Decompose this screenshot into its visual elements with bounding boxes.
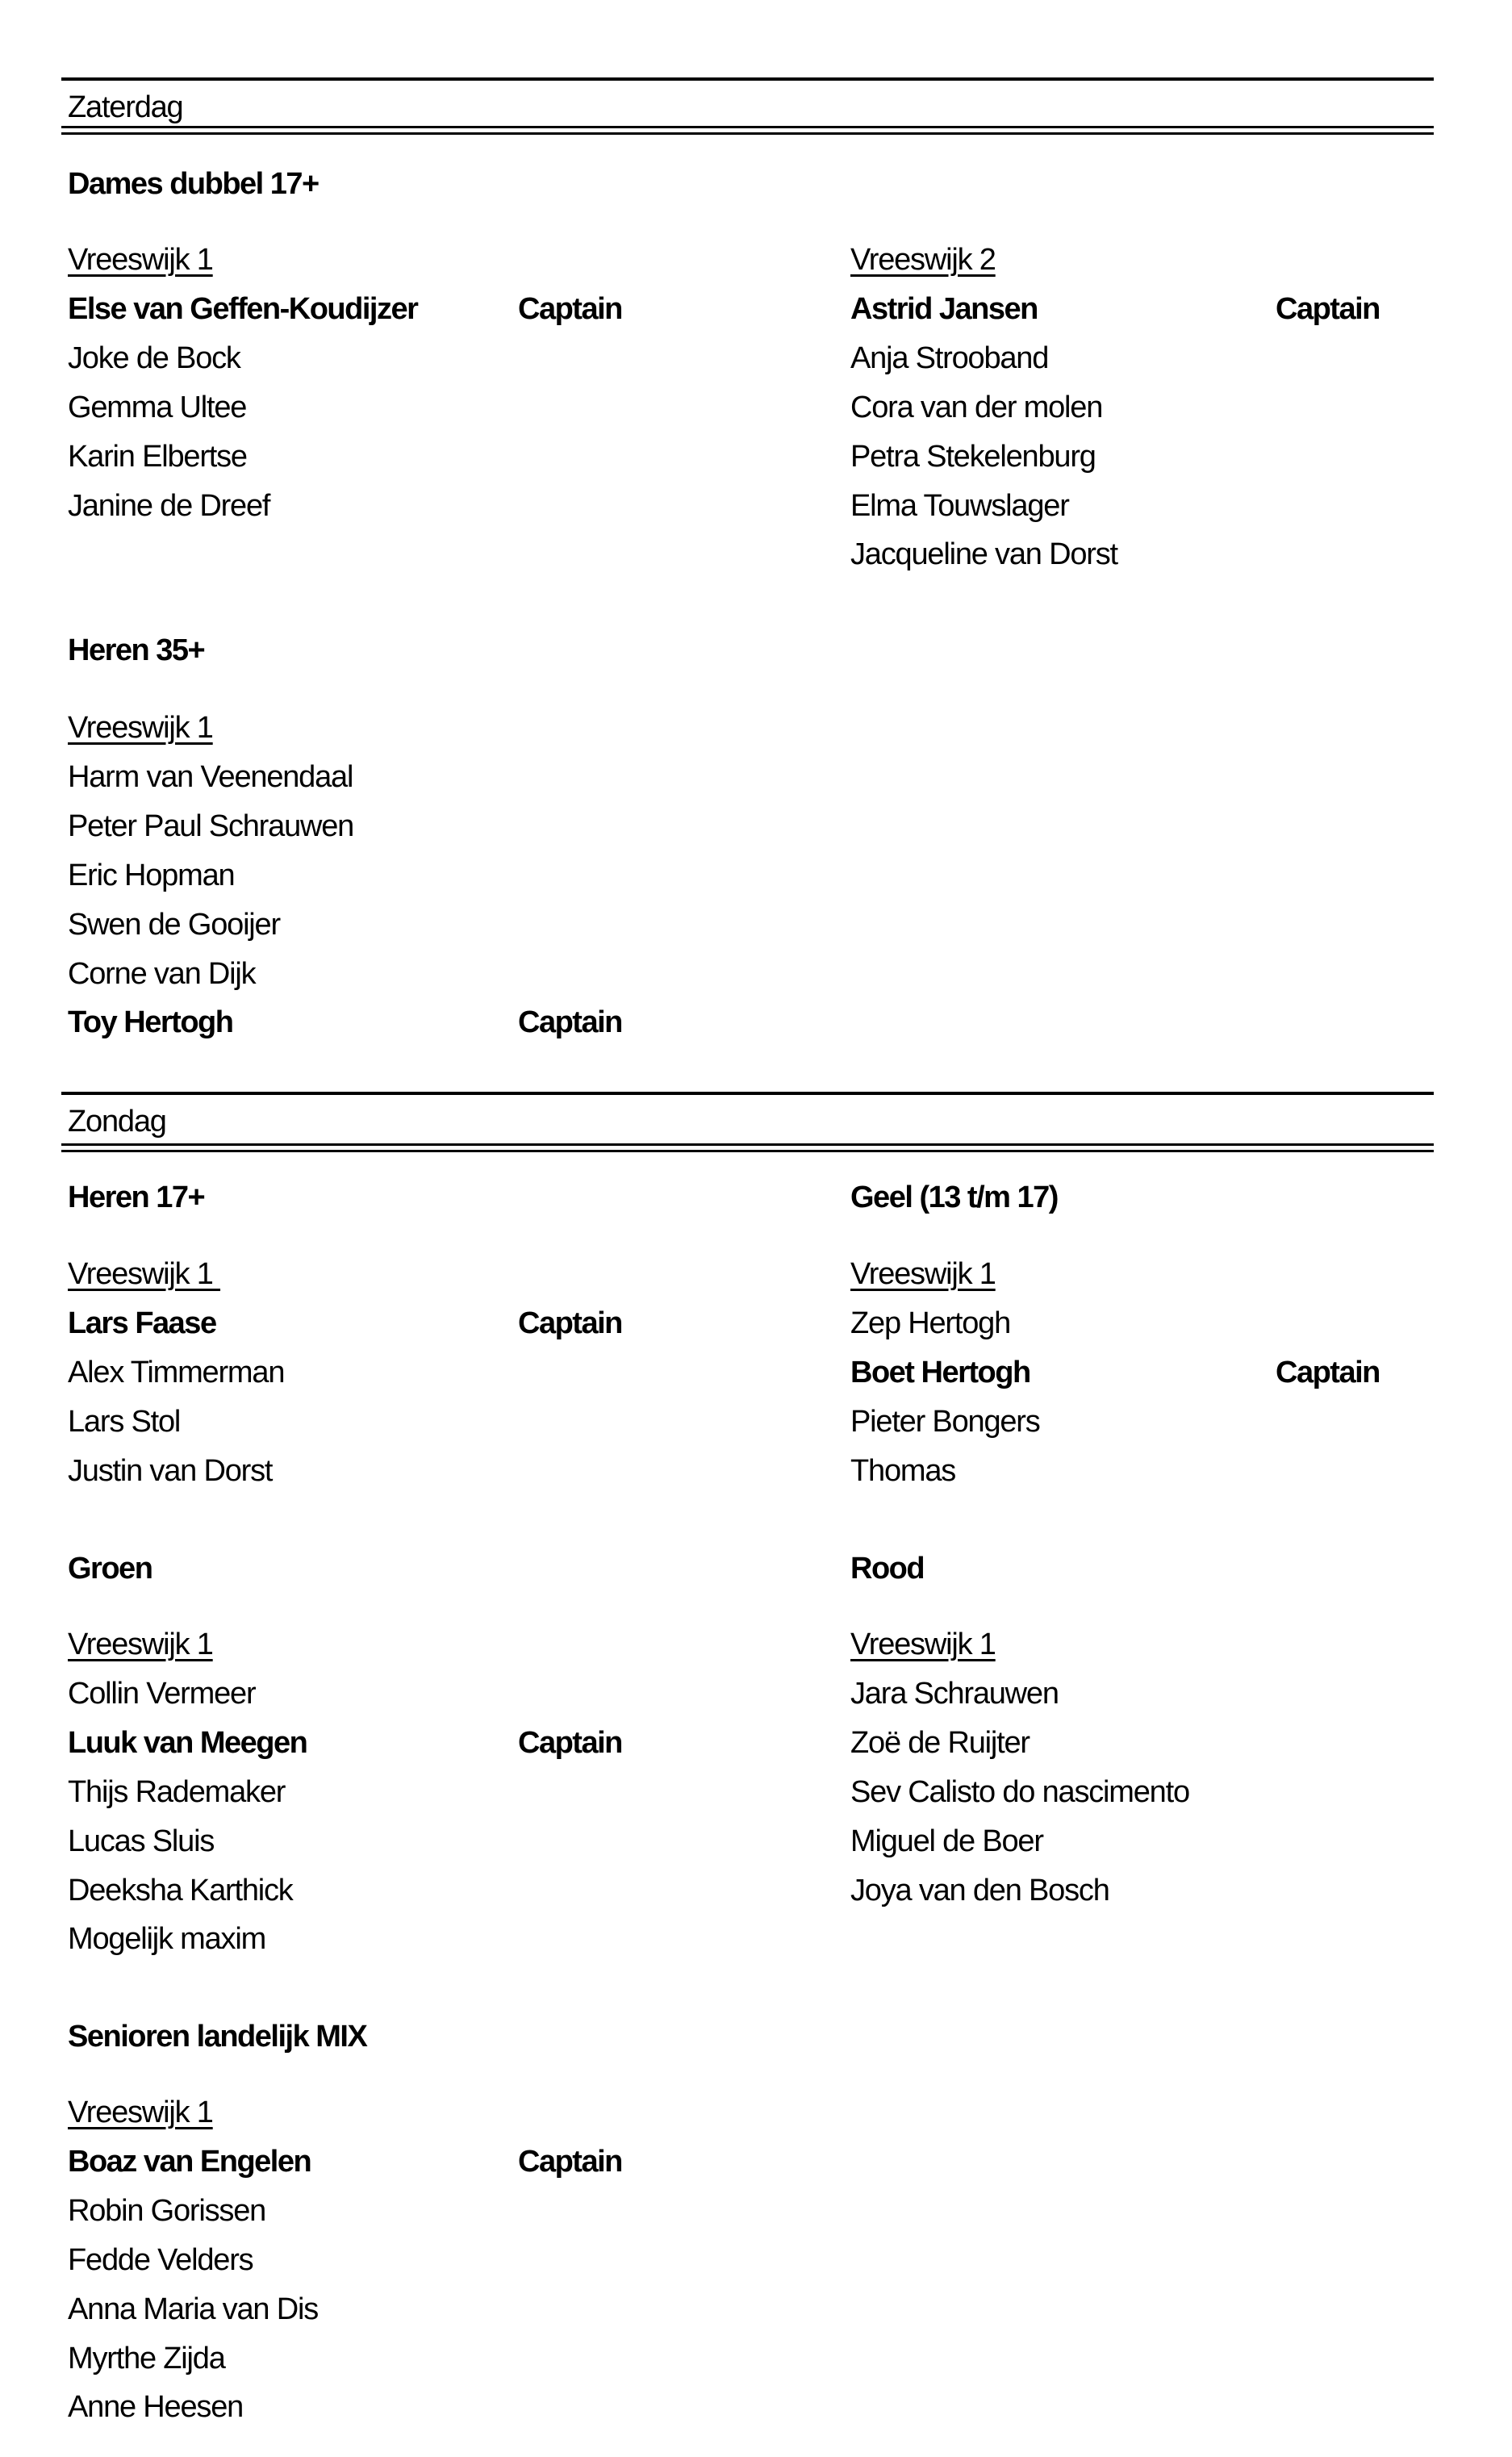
- team-name: Vreeswijk 1: [68, 1257, 221, 1291]
- player-name: Pieter Bongers: [850, 1404, 1040, 1439]
- captain-label: Captain: [518, 1725, 622, 1760]
- captain-label: Captain: [518, 291, 622, 326]
- player-name: Joya van den Bosch: [850, 1873, 1109, 1908]
- player-name: Lars Stol: [68, 1404, 181, 1439]
- section-title: Groen: [68, 1552, 152, 1586]
- player-name: Cora van der molen: [850, 390, 1103, 424]
- player-name: Anja Strooband: [850, 341, 1049, 375]
- section-title: Rood: [850, 1552, 925, 1586]
- player-name: Mogelijk maxim: [68, 1922, 266, 1957]
- section-title: Dames dubbel 17+: [68, 167, 319, 201]
- team-name: Vreeswijk 1: [850, 1628, 996, 1661]
- player-name: Boet Hertogh: [850, 1355, 1030, 1389]
- team-name: Vreeswijk 1: [68, 2096, 213, 2129]
- player-name: Thijs Rademaker: [68, 1774, 286, 1809]
- team-name: Vreeswijk 1: [850, 1257, 996, 1291]
- player-name: Peter Paul Schrauwen: [68, 809, 354, 843]
- player-name: Justin van Dorst: [68, 1453, 273, 1488]
- player-name: Anne Heesen: [68, 2390, 244, 2425]
- player-name: Robin Gorissen: [68, 2193, 266, 2228]
- player-name: Karin Elbertse: [68, 439, 247, 474]
- day-top-rule: [61, 77, 1434, 81]
- day-heading-zaterdag: Zaterdag: [68, 90, 183, 124]
- day-double-rule-upper: [61, 1143, 1434, 1146]
- player-name: Myrthe Zijda: [68, 2341, 225, 2376]
- captain-label: Captain: [1276, 1355, 1380, 1389]
- player-name: Luuk van Meegen: [68, 1725, 307, 1760]
- player-name: Jara Schrauwen: [850, 1676, 1059, 1711]
- captain-label: Captain: [518, 1005, 622, 1040]
- player-name: Gemma Ultee: [68, 390, 247, 424]
- captain-label: Captain: [518, 1306, 622, 1340]
- team-name: Vreeswijk 1: [68, 711, 213, 745]
- player-name: Lars Faase: [68, 1306, 216, 1340]
- team-name: Vreeswijk 2: [850, 243, 996, 277]
- player-name: Sev Calisto do nascimento: [850, 1774, 1189, 1809]
- player-name: Deeksha Karthick: [68, 1873, 293, 1908]
- player-name: Corne van Dijk: [68, 956, 256, 991]
- day-double-rule-lower: [61, 132, 1434, 135]
- player-name: Eric Hopman: [68, 858, 235, 892]
- section-title: Senioren landelijk MIX: [68, 2020, 367, 2054]
- player-name: Zep Hertogh: [850, 1306, 1011, 1340]
- player-name: Jacqueline van Dorst: [850, 537, 1117, 572]
- player-name: Joke de Bock: [68, 341, 240, 375]
- player-name: Swen de Gooijer: [68, 907, 280, 942]
- player-name: Elma Touwslager: [850, 488, 1069, 523]
- section-title: Geel (13 t/m 17): [850, 1180, 1058, 1214]
- player-name: Lucas Sluis: [68, 1824, 215, 1858]
- player-name: Janine de Dreef: [68, 488, 270, 523]
- player-name: Petra Stekelenburg: [850, 439, 1096, 474]
- captain-label: Captain: [518, 2144, 622, 2179]
- player-name: Zoë de Ruijter: [850, 1725, 1030, 1760]
- day-double-rule-lower: [61, 1150, 1434, 1152]
- player-name: Harm van Veenendaal: [68, 759, 353, 794]
- section-title: Heren 35+: [68, 633, 205, 667]
- day-top-rule: [61, 1092, 1434, 1095]
- captain-label: Captain: [1276, 291, 1380, 326]
- player-name: Anna Maria van Dis: [68, 2292, 318, 2326]
- player-name: Toy Hertogh: [68, 1005, 233, 1040]
- player-name: Miguel de Boer: [850, 1824, 1043, 1858]
- player-name: Fedde Velders: [68, 2242, 253, 2277]
- day-double-rule-upper: [61, 126, 1434, 128]
- player-name: Thomas: [850, 1453, 956, 1488]
- player-name: Alex Timmerman: [68, 1355, 285, 1389]
- day-heading-zondag: Zondag: [68, 1105, 166, 1139]
- section-title: Heren 17+: [68, 1180, 205, 1214]
- team-name: Vreeswijk 1: [68, 1628, 213, 1661]
- team-name: Vreeswijk 1: [68, 243, 213, 277]
- player-name: Else van Geffen-Koudijzer: [68, 291, 418, 326]
- player-name: Astrid Jansen: [850, 291, 1038, 326]
- player-name: Collin Vermeer: [68, 1676, 256, 1711]
- player-name: Boaz van Engelen: [68, 2144, 311, 2179]
